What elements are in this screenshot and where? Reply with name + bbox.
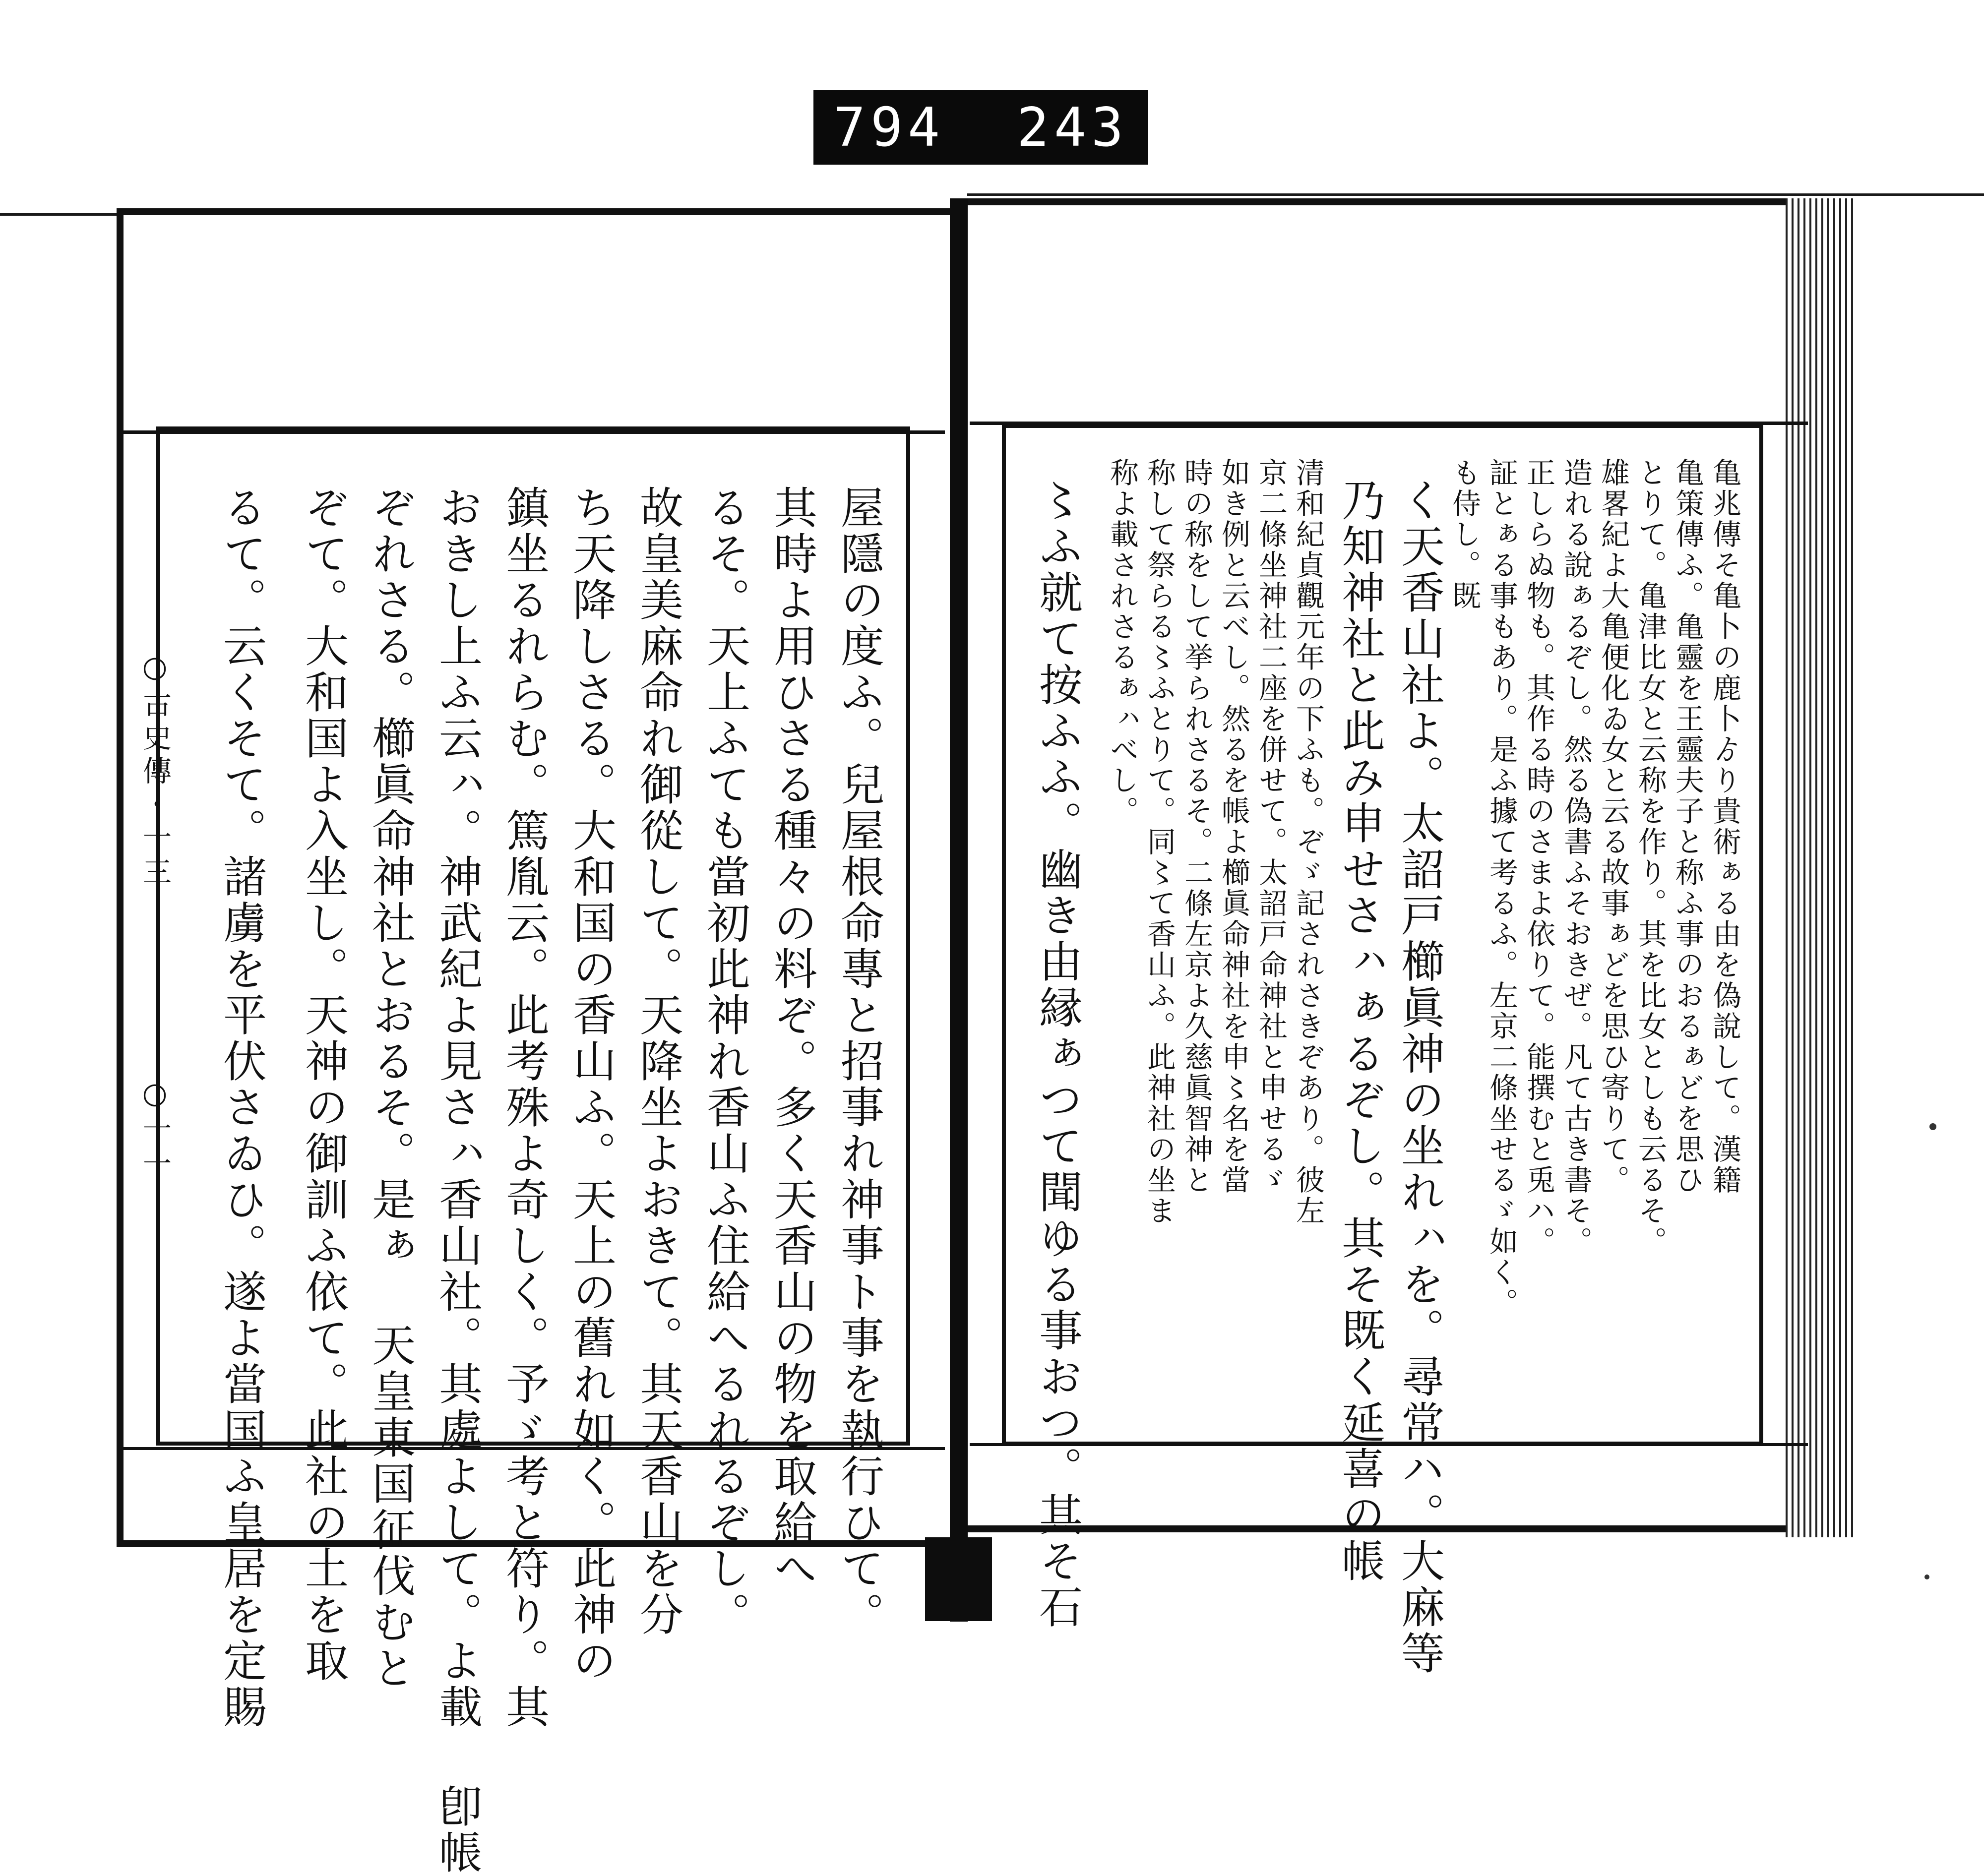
book-spine [950, 198, 968, 1622]
text-column: く天香山社よ。太詔戸櫛眞神の坐れㇵを。尋常ハ。大麻等 [1394, 478, 1445, 1677]
text-column: ぞれさる。櫛眞命神社とおるそ。是ぁ 天皇東国征伐むと [365, 485, 416, 1692]
text-column: 称よ載されさるぁㇵべし。 [1105, 458, 1139, 827]
text-column: とりて。亀津比女と云称を作り。其を比女としも云るそ。 [1633, 458, 1667, 1257]
text-column: も侍し。既 [1447, 458, 1481, 611]
text-column: るて。云くそて。諸虜を平伏さゐひ。遂よ當国ふ皇居を定賜 [216, 485, 267, 1730]
text-column: 清和紀貞觀元年の下ふも。ぞゞ記されさきぞあり。彼左 [1291, 458, 1325, 1226]
text-column: 正しらぬ物も。其作る時のさまよ依りて。能撰むと兎ハ。 [1522, 458, 1555, 1257]
text-column: 屋隱の度ふ。兒屋根命專と招事れ神事ト事を執行ひて。 [834, 485, 885, 1638]
text-column: おきし上ふ云ㇵ。神武紀よ見さㇵ香山社。其處よして。よ載 卽帳 [432, 485, 483, 1876]
left-text-frame [156, 426, 910, 1876]
text-column: るそ。天上ふても當初此神れ香山ふ住給へるれるぞし。 [700, 485, 751, 1638]
book-spine-foot [925, 1537, 992, 1621]
scan-top-rule-right [967, 193, 1984, 196]
page-number-margin: ○十一 [138, 1076, 172, 1182]
page-edges [1786, 198, 1855, 1537]
text-column: 称して祭らる〻ふとりて。同〻て香山ふ。此神社の坐ま [1142, 458, 1176, 1226]
text-column: 乃知神社と此み申せさㇵぁるぞし。其そ既く延喜の帳 [1335, 478, 1386, 1584]
archive-number-right: 243 [1016, 96, 1128, 159]
text-column: 鎮坐るれらむ。篤胤云。此考殊よ奇しく。予ゞ考と符り。其 [499, 485, 550, 1730]
text-column: 造れる說ぁるぞし。然る偽書ふそおきぜ。凡て古き書そ。 [1559, 458, 1593, 1257]
text-column: ぞて。大和国よ入坐し。天神の御訓ふ依て。此社の土を取 [298, 485, 349, 1684]
text-column: 亀策傳ふ。亀靈を王靈夫子と称ふ事のおるぁどを思ひ [1671, 458, 1704, 1196]
text-column: ち天降しさる。大和国の香山ふ。天上の舊れ如く。此神の [566, 485, 617, 1684]
text-column: 雄畧紀よ大亀便化ゐ女と云る故事ぁどを思ひ寄りて。 [1596, 458, 1630, 1196]
archive-number-left: 794 [833, 96, 945, 159]
text-column: 証とぁる事もあり。是ふ據て考るふ。左京二條坐せるゞ如く。 [1485, 458, 1518, 1319]
scan-speck [1929, 1123, 1936, 1130]
text-column: 如き例と云べし。然るを帳よ櫛眞命神社を申〻名を當 [1217, 458, 1250, 1196]
archive-number-tag [813, 90, 1148, 165]
book-title-margin: ○古史傳・十三 [138, 650, 172, 891]
text-column: 亀兆傳そ亀卜の鹿卜ゟり貴術ぁる由を偽說して。漢籍 [1708, 458, 1741, 1196]
text-column: 其時よ用ひさる種々の料ぞ。多く天香山の物を取給へ [767, 485, 818, 1592]
text-column: 〻ふ就て按ふふ。幽き由縁ぁつて聞ゆる事おつ。其そ石 [1032, 478, 1083, 1631]
text-column: 時の称をして挙られさるそ。二條左京よ久慈眞智神と [1179, 458, 1213, 1196]
text-column: 京二條坐神社二座を併せて。太詔戸命神社と申せるゞ [1254, 458, 1288, 1196]
right-text-frame [1002, 424, 1763, 1677]
text-column: 故皇美麻命れ御從して。天降坐よおきて。其天香山を分 [633, 485, 684, 1638]
scan-speck [1924, 1574, 1929, 1579]
